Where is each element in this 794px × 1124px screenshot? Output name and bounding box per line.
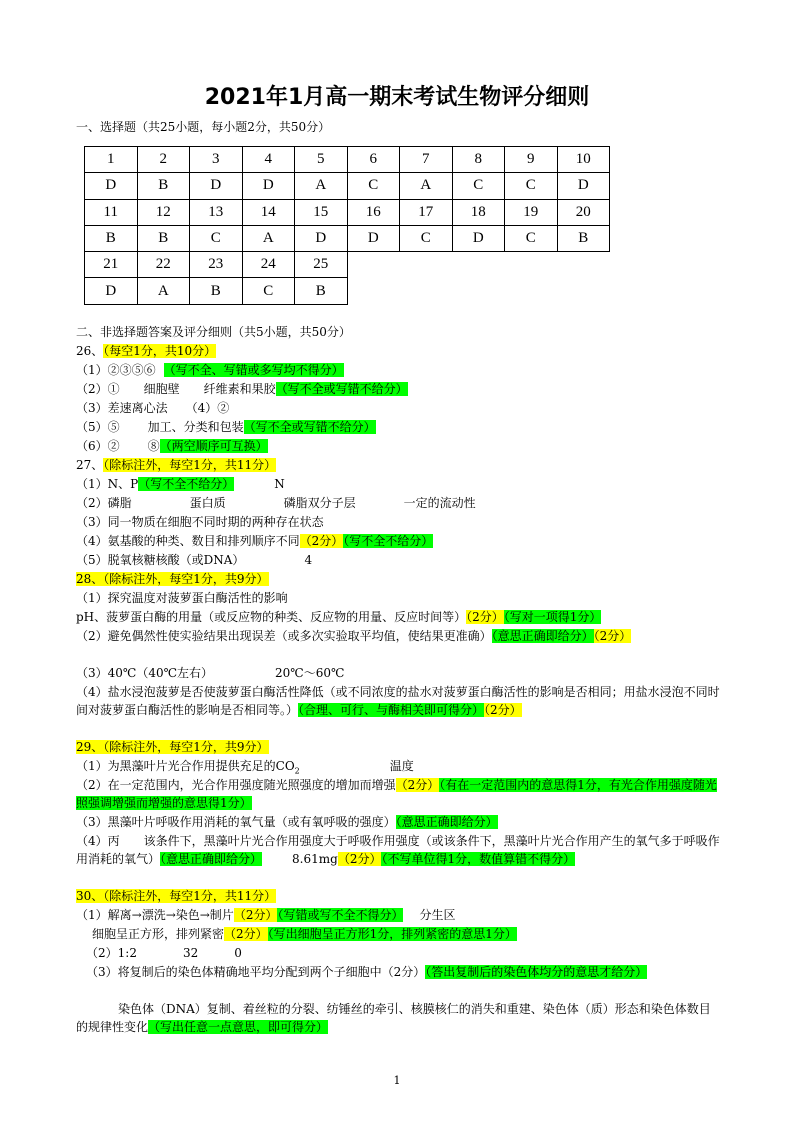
q29-line-3 — [76, 813, 498, 831]
answer-text: （2）在一定范围内，光合作用强度随光照强度的增加而增强 — [76, 778, 396, 792]
q27-line-5 — [76, 551, 312, 569]
points-note: （2分） — [233, 908, 278, 922]
answer-row — [85, 225, 610, 251]
answer-text: （1）为黑藻叶片光合作用提供充足的CO — [76, 759, 295, 773]
question-number-cell: 23 — [190, 252, 243, 278]
answer-cell: A — [295, 173, 348, 199]
q27-line-4 — [76, 532, 433, 550]
answer-text: 20℃～60℃ — [275, 666, 345, 680]
question-number-cell: 24 — [242, 252, 295, 278]
question-number-row — [85, 147, 610, 173]
answer-cell: C — [400, 225, 453, 251]
question-number-cell: 5 — [295, 147, 348, 173]
question-number-cell: 3 — [190, 147, 243, 173]
empty-cell — [400, 252, 453, 278]
answer-text: pH、菠萝蛋白酶的用量（或反应物的种类、反应物的用量、反应时间等） — [76, 610, 467, 624]
empty-cell — [347, 252, 400, 278]
question-number-cell: 9 — [505, 147, 558, 173]
answer-row — [85, 173, 610, 199]
q26-line-1 — [76, 361, 344, 379]
answer-text: 一定的流动性 — [403, 496, 476, 510]
answer-text: 分生区 — [419, 908, 456, 922]
empty-cell — [347, 278, 400, 304]
question-heading: 28、（除标注外，每空1分，共9分） — [76, 572, 269, 586]
answer-cell: A — [242, 225, 295, 251]
subscript: 2 — [294, 766, 300, 776]
answer-text: （3）黑藻叶片呼吸作用消耗的氧气量（或有氧呼吸的强度） — [76, 815, 396, 829]
q27-line-1 — [76, 475, 285, 493]
q30-header — [76, 887, 276, 905]
question-number-cell: 12 — [137, 199, 190, 225]
question-number-cell: 13 — [190, 199, 243, 225]
answer-text: （6）② — [76, 439, 120, 453]
answer-text: 32 — [182, 946, 199, 960]
answer-text: 染色体（DNA）复制、着丝粒的分裂、纺锤丝的牵引、核膜核仁的消失和重建、染色体（质）形态和染色体数目的规律性变化 — [76, 1002, 711, 1034]
answer-cell: C — [242, 278, 295, 304]
scoring-note: （写对一项得1分） — [503, 610, 602, 624]
question-number-cell: 6 — [347, 147, 400, 173]
q30-line-4 — [76, 963, 722, 981]
answer-text: 细胞呈正方形，排列紧密 — [92, 927, 225, 941]
question-number-cell: 22 — [137, 252, 190, 278]
empty-cell — [557, 278, 610, 304]
answer-text: （4）盐水浸泡菠萝是否使菠萝蛋白酶活性降低（或不同浓度的盐水对菠萝蛋白酶活性的影响是否相同；用盐水浸泡不同时间对菠萝蛋白酶活性的影响是否相同等。） — [76, 685, 720, 717]
answer-cell: C — [505, 225, 558, 251]
q28-line-3 — [76, 627, 722, 645]
q26-line-5 — [76, 418, 376, 436]
scoring-note: （意思正确即给分） — [395, 815, 498, 829]
answer-text: （3）将复制后的染色体精确地平均分配到两个子细胞中（2分） — [86, 965, 426, 979]
q26-line-6 — [76, 437, 268, 455]
answer-cell: C — [347, 173, 400, 199]
answer-cell: B — [295, 278, 348, 304]
answer-text: 纤维素和果胶 — [203, 382, 276, 396]
points-note: （2分） — [337, 852, 382, 866]
q27-note: （除标注外，每空1分，共11分） — [103, 458, 277, 472]
points-note: （2分） — [466, 610, 504, 624]
scoring-note: （写不全、写错或多写均不得分） — [163, 363, 344, 377]
q28-line-1: （1）探究温度对菠萝蛋白酶活性的影响 — [76, 591, 288, 605]
answer-text: 8.61mg — [292, 852, 338, 866]
q30-line-2 — [92, 925, 517, 943]
q28-line-2 — [76, 608, 601, 626]
answer-text: 4 — [304, 553, 313, 567]
question-number-cell: 11 — [85, 199, 138, 225]
answer-cell: B — [137, 225, 190, 251]
answer-text: （5）脱氧核糖核酸（或DNA） — [76, 553, 245, 567]
question-number-cell: 25 — [295, 252, 348, 278]
question-number-cell: 21 — [85, 252, 138, 278]
empty-cell — [452, 278, 505, 304]
q28-line-5 — [76, 683, 722, 719]
answer-text: （2）磷脂 — [76, 496, 132, 510]
q27-number: 27、 — [76, 458, 104, 472]
answer-cell: D — [295, 225, 348, 251]
q29-line-4 — [76, 832, 722, 868]
points-note: （2分） — [395, 778, 440, 792]
points-note: （2分） — [484, 703, 522, 717]
question-heading: 29、（除标注外，每空1分，共9分） — [76, 740, 269, 754]
q27-header — [76, 456, 276, 474]
answer-text: （4）丙 该条件下，黑藻叶片光合作用强度大于呼吸作用强度（或该条件下，黑藻叶片光合作用产生的氧气多于呼吸作用消耗的氧气） — [76, 834, 720, 866]
page-number: 1 — [393, 1074, 401, 1087]
q29-line-2 — [76, 776, 722, 812]
scoring-note: （写不全或写错不给分） — [243, 420, 376, 434]
question-number-row — [85, 252, 610, 278]
q26-number: 26、 — [76, 344, 104, 358]
answer-text: （2）① — [76, 382, 120, 396]
question-number-row — [85, 199, 610, 225]
scoring-note: （有在一定范围内的意思得1分，有光合作用强度随光照强调增强而增强的意思得1分） — [76, 778, 717, 810]
q28-header — [76, 570, 269, 588]
page-title: 2021年1月高一期末考试生物评分细则 — [204, 85, 590, 110]
question-number-cell: 8 — [452, 147, 505, 173]
answer-text: N — [274, 477, 285, 491]
answer-text: 磷脂双分子层 — [283, 496, 356, 510]
answer-cell: D — [347, 225, 400, 251]
points-note: （2分） — [593, 629, 632, 643]
question-number-cell: 14 — [242, 199, 295, 225]
question-heading: 30、（除标注外，每空1分，共11分） — [76, 889, 277, 903]
answer-cell: C — [505, 173, 558, 199]
answer-text: （1）解离→漂洗→染色→制片 — [76, 908, 234, 922]
scoring-note: （答出复制后的染色体均分的意思才给分） — [425, 965, 648, 979]
empty-cell — [400, 278, 453, 304]
answer-row — [85, 278, 610, 304]
scoring-note: （写不全不给分） — [343, 534, 434, 548]
answer-text: 加工、分类和包装 — [147, 420, 244, 434]
answer-text: （4）氨基酸的种类、数目和排列顺序不同 — [76, 534, 300, 548]
empty-cell — [505, 278, 558, 304]
q26-line-3: （3）差速离心法 （4）② — [76, 401, 230, 415]
answer-cell: B — [190, 278, 243, 304]
points-note: （2分） — [224, 927, 268, 941]
question-number-cell: 20 — [557, 199, 610, 225]
q27-line-2 — [76, 494, 476, 512]
answer-cell: D — [85, 173, 138, 199]
answer-cell: C — [190, 225, 243, 251]
answer-cell: D — [85, 278, 138, 304]
answer-text: （1）②③⑤⑥ — [76, 363, 156, 377]
question-number-cell: 4 — [242, 147, 295, 173]
answer-text: （5）⑤ — [76, 420, 120, 434]
question-number-cell: 1 — [85, 147, 138, 173]
empty-cell — [557, 252, 610, 278]
question-number-cell: 7 — [400, 147, 453, 173]
scoring-note: （两空顺序可互换） — [159, 439, 268, 453]
answer-cell: D — [190, 173, 243, 199]
scoring-note: （写不全不给分） — [138, 477, 235, 491]
answer-text: 温度 — [389, 759, 414, 773]
question-number-cell: 15 — [295, 199, 348, 225]
answer-text: （3）40℃（40℃左右） — [76, 666, 214, 680]
q27-line-3: （3）同一物质在细胞不同时期的两种存在状态 — [76, 515, 324, 529]
q28-line-4 — [76, 664, 344, 682]
empty-cell — [452, 252, 505, 278]
answer-cell: C — [452, 173, 505, 199]
scoring-note: （意思正确即给分） — [491, 629, 594, 643]
scoring-note: （不写单位得1分，数值算错不得分） — [381, 852, 576, 866]
question-number-cell: 17 — [400, 199, 453, 225]
q30-line-3 — [86, 944, 242, 962]
answer-cell: A — [400, 173, 453, 199]
question-number-cell: 18 — [452, 199, 505, 225]
question-number-cell: 19 — [505, 199, 558, 225]
q26-note: （每空1分，共10分） — [103, 344, 217, 358]
answer-text: 细胞壁 — [143, 382, 180, 396]
question-number-cell: 16 — [347, 199, 400, 225]
answer-text: （2）避免偶然性使实验结果出现误差（或多次实验取平均值，使结果更准确） — [76, 629, 492, 643]
q30-line-1 — [76, 906, 455, 924]
scoring-note: （写不全或写错不给分） — [275, 382, 408, 396]
answer-cell: D — [242, 173, 295, 199]
q26-header — [76, 342, 216, 360]
answer-text: （2）1:2 — [86, 946, 137, 960]
scoring-note: （意思正确即给分） — [160, 852, 263, 866]
q26-line-2 — [76, 380, 408, 398]
answer-text: （1）N、P — [76, 477, 139, 491]
answer-cell: D — [557, 173, 610, 199]
section-2-heading: 二、非选择题答案及评分细则（共5小题，共50分） — [76, 325, 351, 339]
answer-cell: B — [85, 225, 138, 251]
points-note: （2分） — [299, 534, 344, 548]
empty-cell — [505, 252, 558, 278]
q29-header — [76, 738, 269, 756]
question-number-cell: 2 — [137, 147, 190, 173]
answer-cell: D — [452, 225, 505, 251]
answer-cell: A — [137, 278, 190, 304]
scoring-note: （写出任意一点意思，即可得分） — [148, 1020, 329, 1034]
section-1-heading: 一、选择题（共25小题，每小题2分，共50分） — [76, 120, 331, 134]
answer-text: ⑧ — [147, 439, 160, 453]
answer-text: 蛋白质 — [189, 496, 226, 510]
q30-line-5 — [76, 1000, 722, 1036]
answer-cell: B — [557, 225, 610, 251]
answer-table — [84, 146, 610, 305]
scoring-note: （合理、可行、与酶相关即可得分） — [298, 703, 485, 717]
answer-text: 0 — [234, 946, 242, 960]
question-number-cell: 10 — [557, 147, 610, 173]
scoring-note: （写出细胞呈正方形1分，排列紧密的意思1分） — [267, 927, 517, 941]
scoring-note: （写错或写不全不得分） — [277, 908, 404, 922]
answer-cell: B — [137, 173, 190, 199]
